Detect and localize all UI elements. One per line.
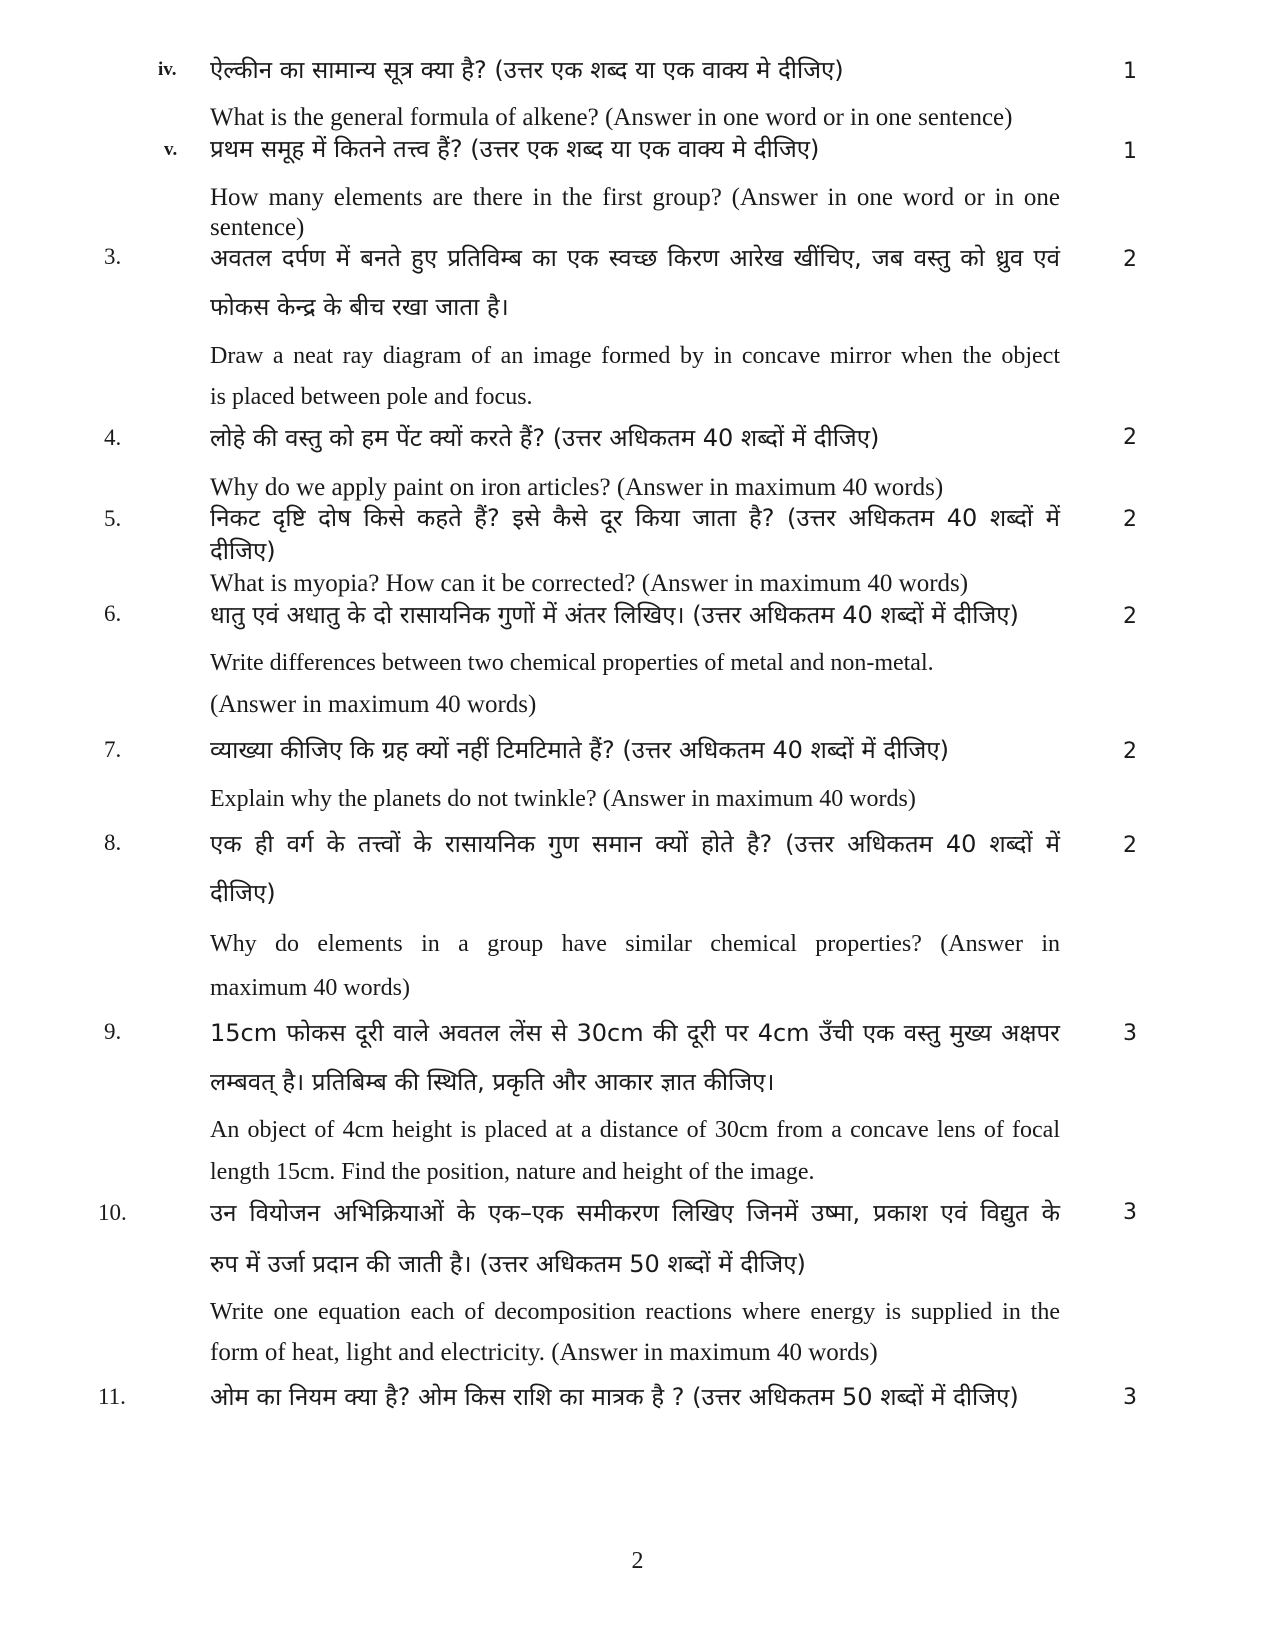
question-text-hindi: निकट दृष्टि दोष किसे कहते हैं? इसे कैसे दूर किया जाता है? (उत्तर अधिकतम 40 शब्दों में (210, 504, 1060, 532)
question-text-english: An object of 4cm height is placed at a distance of 30cm from a concave lens of focal (210, 1117, 1060, 1143)
question-text-hindi: ऐल्कीन का सामान्य सूत्र क्या है? (उत्तर एक शब्द या एक वाक्य मे दीजिए) (210, 56, 844, 84)
question-text-english: Why do elements in a group have similar chemical properties? (Answer in (210, 931, 1060, 957)
question-number: 3. (104, 244, 122, 269)
question-text-english: Write differences between two chemical properties of metal and non-metal. (210, 650, 934, 676)
question-text-hindi: अवतल दर्पण में बनते हुए प्रतिविम्ब का एक स्वच्छ किरण आरेख खींचिए, जब वस्तु को ध्रुव एवं (210, 244, 1060, 272)
question-text-english: Draw a neat ray diagram of an image formed by in concave mirror when the object (210, 343, 1060, 369)
question-text-english: Explain why the planets do not twinkle? (Answer in maximum 40 words) (210, 786, 916, 812)
question-number: 4. (104, 425, 122, 450)
question-marks: 3 (1123, 1385, 1137, 1410)
question-text-english: What is the general formula of alkene? (Answer in one word or in one sentence) (210, 104, 1013, 131)
question-marks: 3 (1123, 1021, 1137, 1046)
page-number: 2 (631, 1548, 644, 1574)
question-text-hindi: उन वियोजन अभिक्रियाओं के एक–एक समीकरण लिखिए जिनमें उष्मा, प्रकाश एवं विद्युत के (210, 1199, 1060, 1227)
question-marks: 2 (1123, 604, 1137, 629)
question-text-english: Why do we apply paint on iron articles? (Answer in maximum 40 words) (210, 474, 944, 501)
question-text-hindi: धातु एवं अधातु के दो रासायनिक गुणों में अंतर लिखिए। (उत्तर अधिकतम 40 शब्दों में दीजिए) (210, 601, 1019, 629)
question-number: 6. (104, 601, 122, 626)
question-marks: 3 (1123, 1200, 1137, 1225)
question-text-english: (Answer in maximum 40 words) (210, 691, 537, 718)
question-text-hindi: लोहे की वस्तु को हम पेंट क्यों करते हैं? (उत्तर अधिकतम 40 शब्दों में दीजिए) (210, 424, 880, 452)
question-text-hindi: 15cm फोकस दूरी वाले अवतल लेंस से 30cm की दूरी पर 4cm उँची एक वस्तु मुख्य अक्षपर (210, 1019, 1060, 1047)
question-number: 8. (104, 830, 122, 855)
question-marks: 1 (1123, 139, 1137, 164)
question-number: iv. (158, 59, 177, 80)
question-number: 7. (104, 737, 122, 762)
question-text-hindi: फोकस केन्द्र के बीच रखा जाता है। (210, 293, 509, 321)
question-marks: 2 (1123, 739, 1137, 764)
question-marks: 2 (1123, 247, 1137, 272)
question-number: 5. (104, 506, 122, 531)
question-number: 9. (104, 1019, 122, 1044)
question-text-hindi: दीजिए) (210, 879, 276, 907)
question-marks: 2 (1123, 833, 1137, 858)
question-number: 10. (98, 1200, 127, 1225)
question-text-hindi: प्रथम समूह में कितने तत्त्व हैं? (उत्तर एक शब्द या एक वाक्य मे दीजिए) (210, 135, 820, 163)
question-marks: 2 (1123, 507, 1137, 532)
question-number: 11. (98, 1384, 126, 1409)
question-text-english: form of heat, light and electricity. (Answer in maximum 40 words) (210, 1339, 878, 1366)
question-text-hindi: दीजिए) (210, 537, 276, 565)
question-text-english: What is myopia? How can it be corrected? (Answer in maximum 40 words) (210, 570, 969, 597)
question-text-english: sentence) (210, 214, 305, 241)
question-marks: 2 (1123, 425, 1137, 450)
question-text-hindi: एक ही वर्ग के तत्त्वों के रासायनिक गुण समान क्यों होते है? (उत्तर अधिकतम 40 शब्दों में (210, 830, 1060, 858)
question-text-hindi: ओम का नियम क्या है? ओम किस राशि का मात्रक है ? (उत्तर अधिकतम 50 शब्दों में दीजिए) (210, 1383, 1019, 1411)
question-text-hindi: व्याख्या कीजिए कि ग्रह क्यों नहीं टिमटिमाते हैं? (उत्तर अधिकतम 40 शब्दों में दीजिए) (210, 736, 950, 764)
question-text-english: length 15cm. Find the position, nature and height of the image. (210, 1159, 815, 1185)
question-text-english: maximum 40 words) (210, 975, 410, 1001)
question-text-english: is placed between pole and focus. (210, 384, 533, 410)
question-number: v. (164, 139, 178, 160)
question-text-english: How many elements are there in the first group? (Answer in one word or in one (210, 184, 1060, 211)
question-text-hindi: लम्बवत् है। प्रतिबिम्ब की स्थिति, प्रकृति और आकार ज्ञात कीजिए। (210, 1068, 775, 1096)
question-marks: 1 (1123, 59, 1137, 84)
question-text-hindi: रुप में उर्जा प्रदान की जाती है। (उत्तर अधिकतम 50 शब्दों में दीजिए) (210, 1250, 806, 1278)
question-text-english: Write one equation each of decomposition reactions where energy is supplied in the (210, 1299, 1060, 1325)
